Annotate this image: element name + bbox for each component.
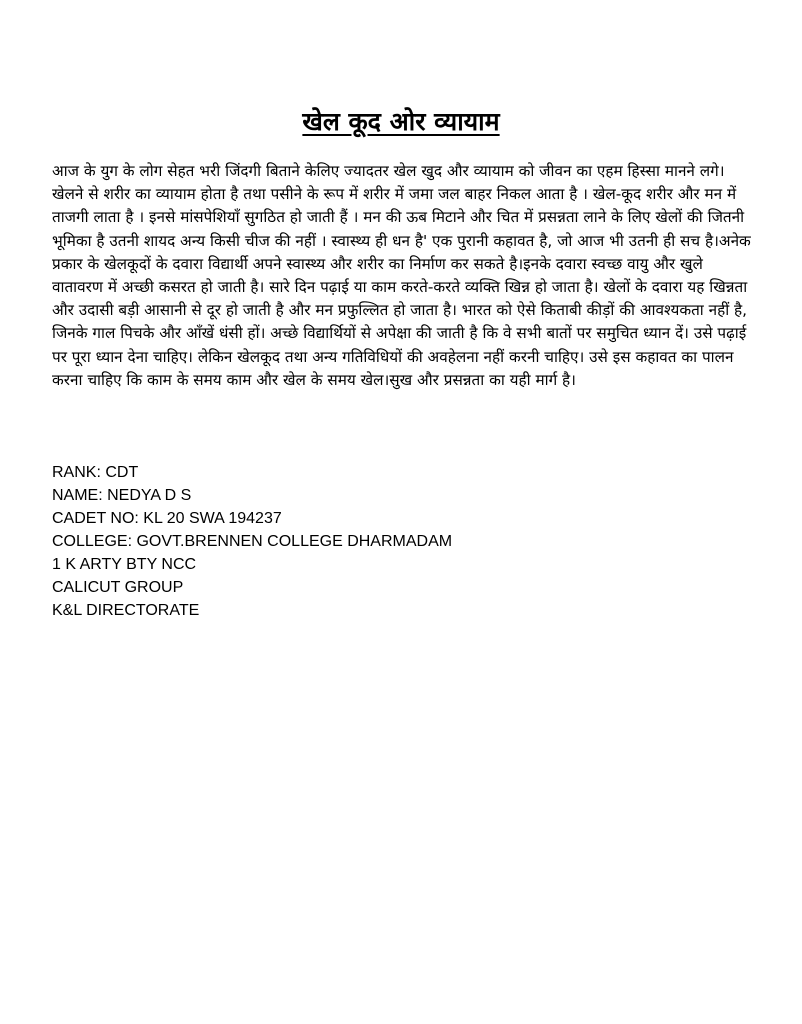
directorate-line: K&L DIRECTORATE xyxy=(52,602,200,619)
unit-line: 1 K ARTY BTY NCC xyxy=(52,556,197,573)
name-line: NAME: NEDYA D S xyxy=(52,487,192,504)
group-line: CALICUT GROUP xyxy=(52,579,184,596)
author-info-block xyxy=(52,461,452,622)
cadet-number-line: CADET NO: KL 20 SWA 194237 xyxy=(52,510,282,527)
essay-paragraph: आज के युग के लोग सेहत भरी जिंदगी बिताने केलिए ज्यादतर खेल खुद और व्यायाम को जीवन का एहम हिस्सा मानने लगे। खेलने से शरीर का व्यायाम होता है तथा पसीने के रूप में शरीर में जमा जल बाहर निकल आता है । खेल-कूद शरीर और मन में ताजगी लाता है । इनसे मांसपेशियाँ सुगठित हो जाती हैं । मन की ऊब मिटाने और चित में प्रसन्नता लाने के लिए खेलों की जितनी भूमिका है उतनी शायद अन्य किसी चीज की नहीं । स्वास्थ्य ही धन है' एक पुरानी कहावत है, जो आज भी उतनी ही सच है।अनेक प्रकार के खेलकूदों के दवारा विद्यार्थी अपने स्वास्थ्य और शरीर का निर्माण कर सकते है।इनके दवारा स्वच्छ वायु और खुले वातावरण में अच्छी कसरत हो जाती है। सारे दिन पढ़ाई या काम करते-करते व्यक्ति खिन्न हो जाता है। खेलों के दवारा यह खिन्नता और उदासी बड़ी आसानी से दूर हो जाती है और मन प्रफुल्लित हो जाता है। भारत को ऐसे किताबी कीड़ों की आवश्यकता नहीं है, जिनके गाल पिचके और आँखें धंसी हों। अच्छे विद्यार्थियों से अपेक्षा की जाती है कि वे सभी बातों पर समुचित ध्यान दें। उसे पढ़ाई पर पूरा ध्यान देना चाहिए। लेकिन खेलकूद तथा अन्य गतिविधियों की अवहेलना नहीं करनी चाहिए। उसे इस कहावत का पालन करना चाहिए कि काम के समय काम और खेल के समय खेल।सुख और प्रसन्नता का यही मार्ग है। xyxy=(52,162,751,389)
page-title: खेल कूद ओर व्यायाम xyxy=(302,107,500,136)
rank-line: RANK: CDT xyxy=(52,464,139,481)
college-line: COLLEGE: GOVT.BRENNEN COLLEGE DHARMADAM xyxy=(52,533,453,550)
